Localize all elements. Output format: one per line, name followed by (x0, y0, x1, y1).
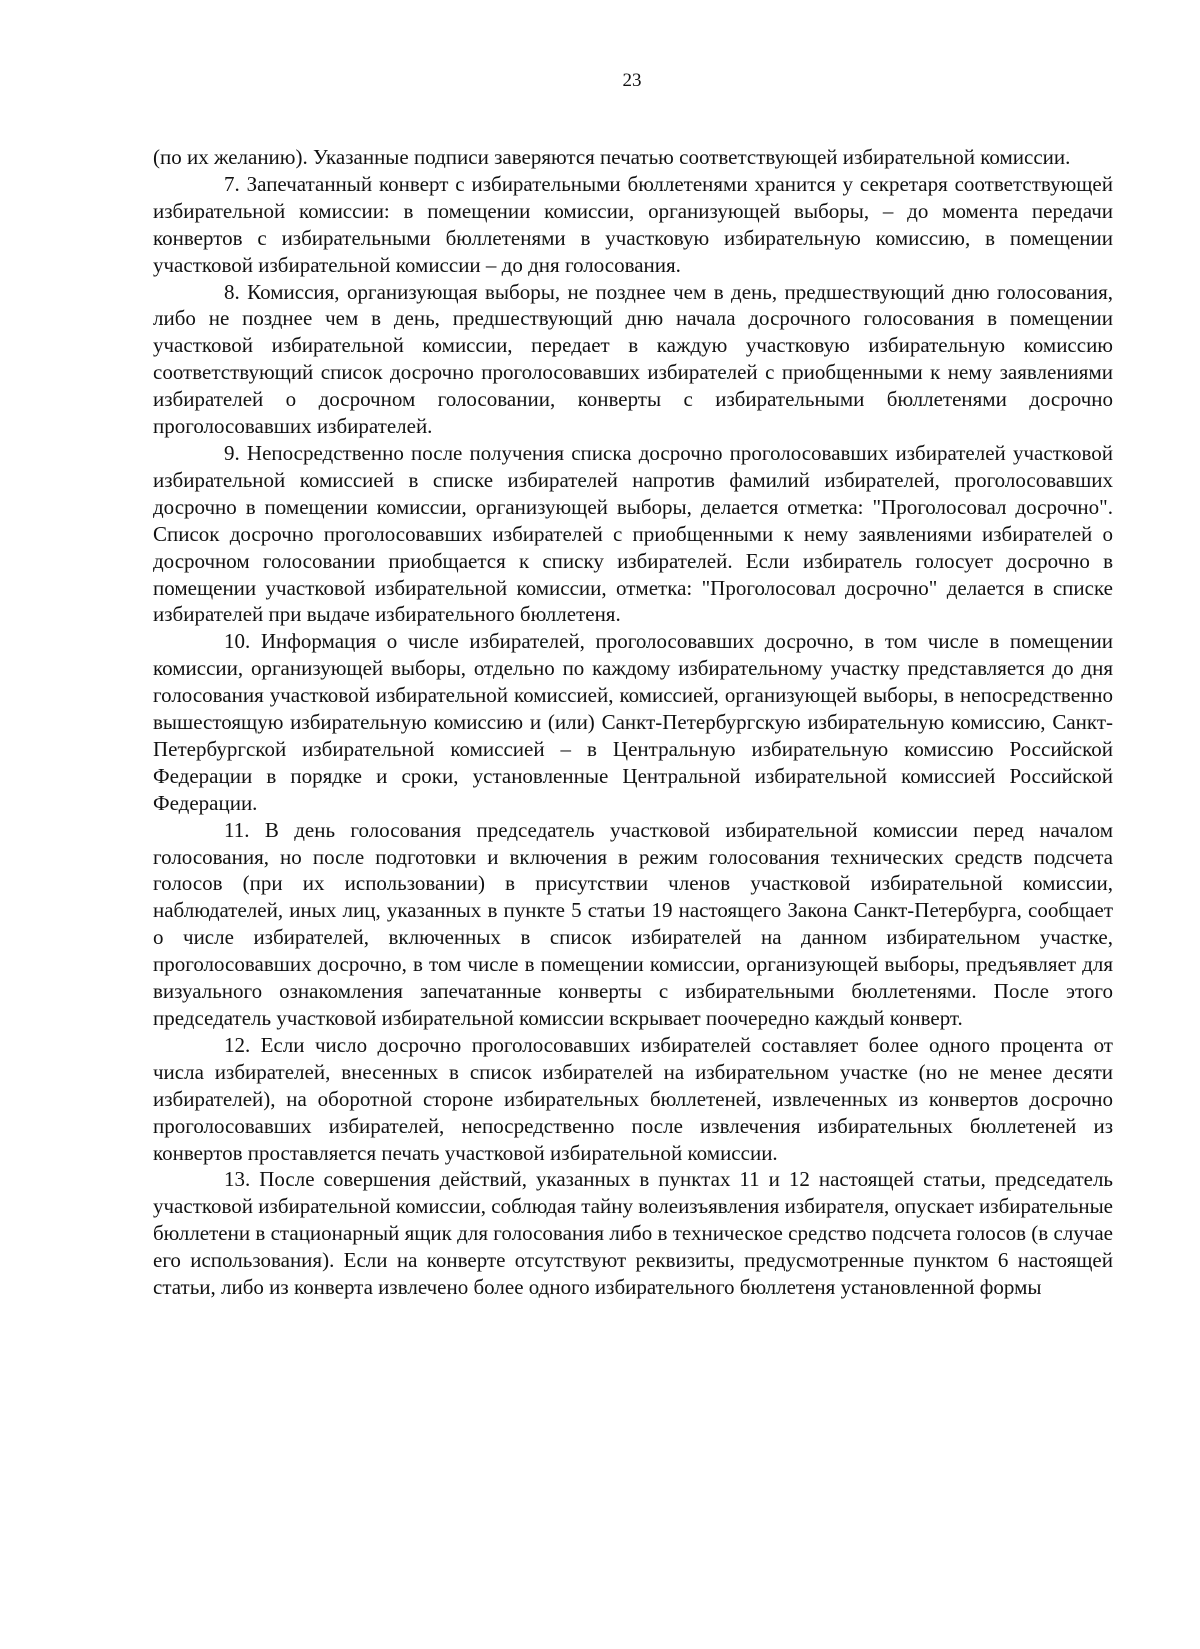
page-number: 23 (622, 70, 642, 91)
paragraph-7: 7. Запечатанный конверт с избирательными бюллетенями хранится у секретаря соответствующей избирательной комиссии: в помещении комиссии, организующей выборы, – до момента передачи конвертов с избирательными бюллетенями в участковую избирательную комиссию, в помещении участковой избирательной комиссии – до дня голосования. (153, 171, 1113, 277)
paragraph-11: 11. В день голосования председатель участковой избирательной комиссии перед началом голосования, но после подготовки и включения в режим голосования технических средств подсчета голосов (при их использовании) в присутствии членов участковой избирательной комиссии, наблюдателей, иных лиц, указанных в пункте 5 статьи 19 настоящего Закона Санкт-Петербурга, сообщает о числе избирателей, включенных в список избирателей на данном избирательном участке, проголосовавших досрочно, в том числе в помещении комиссии, организующей выборы, предъявляет для визуального ознакомления запечатанные конверты с избирательными бюллетенями. После этого председатель участковой избирательной комиссии вскрывает поочередно каждый конверт. (153, 817, 1113, 1030)
paragraph-13: 13. После совершения действий, указанных в пунктах 11 и 12 настоящей статьи, председатель участковой избирательной комиссии, соблюдая тайну волеизъявления избирателя, опускает избирательные бюллетени в стационарный ящик для голосования либо в техническое средство подсчета голосов (в случае его использования). Если на конверте отсутствуют реквизиты, предусмотренные пунктом 6 настоящей статьи, либо из конверта извлечено более одного избирательного бюллетеня установленной формы (153, 1167, 1113, 1300)
paragraph-8: 8. Комиссия, организующая выборы, не позднее чем в день, предшествующий дню голосования, либо не позднее чем в день, предшествующий дню начала досрочного голосования в помещении участковой избирательной комиссии, передает в каждую участковую избирательную комиссию соответствующий список досрочно проголосовавших избирателей с приобщенными к нему заявлениями избирателей о досрочном голосовании, конверты с избирательными бюллетенями досрочно проголосовавших избирателей. (153, 279, 1113, 439)
paragraph-9: 9. Непосредственно после получения списка досрочно проголосовавших избирателей участковой избирательной комиссией в списке избирателей напротив фамилий избирателей, проголосовавших досрочно в помещении комиссии, организующей выборы, делается отметка: "Проголосовал досрочно". Список досрочно проголосовавших избирателей с приобщенными к нему заявлениями избирателей о досрочном голосовании приобщается к списку избирателей. Если избиратель голосует досрочно в помещении участковой избирательной комиссии, отметка: "Проголосовал досрочно" делается в списке избирателей при выдаче избирательного бюллетеня. (153, 440, 1113, 627)
document-body (153, 144, 1113, 1301)
paragraph-10: 10. Информация о числе избирателей, проголосовавших досрочно, в том числе в помещении комиссии, организующей выборы, отдельно по каждому избирательному участку представляется до дня голосования участковой избирательной комиссией, комиссией, организующей выборы, в непосредственно вышестоящую избирательную комиссию и (или) Санкт-Петербургскую избирательную комиссию, Санкт-Петербургской избирательной комиссией – в Центральную избирательную комиссию Российской Федерации в порядке и сроки, установленные Центральной избирательной комиссией Российской Федерации. (153, 629, 1113, 815)
paragraph-continuation: (по их желанию). Указанные подписи заверяются печатью соответствующей избирательной комиссии. (153, 145, 1071, 169)
paragraph-12: 12. Если число досрочно проголосовавших избирателей составляет более одного процента от числа избирателей, внесенных в список избирателей на избирательном участке (но не менее десяти избирателей), на оборотной стороне избирательных бюллетеней, извлеченных из конвертов досрочно проголосовавших избирателей, непосредственно после извлечения избирательных бюллетеней из конвертов проставляется печать участковой избирательной комиссии. (153, 1032, 1113, 1165)
